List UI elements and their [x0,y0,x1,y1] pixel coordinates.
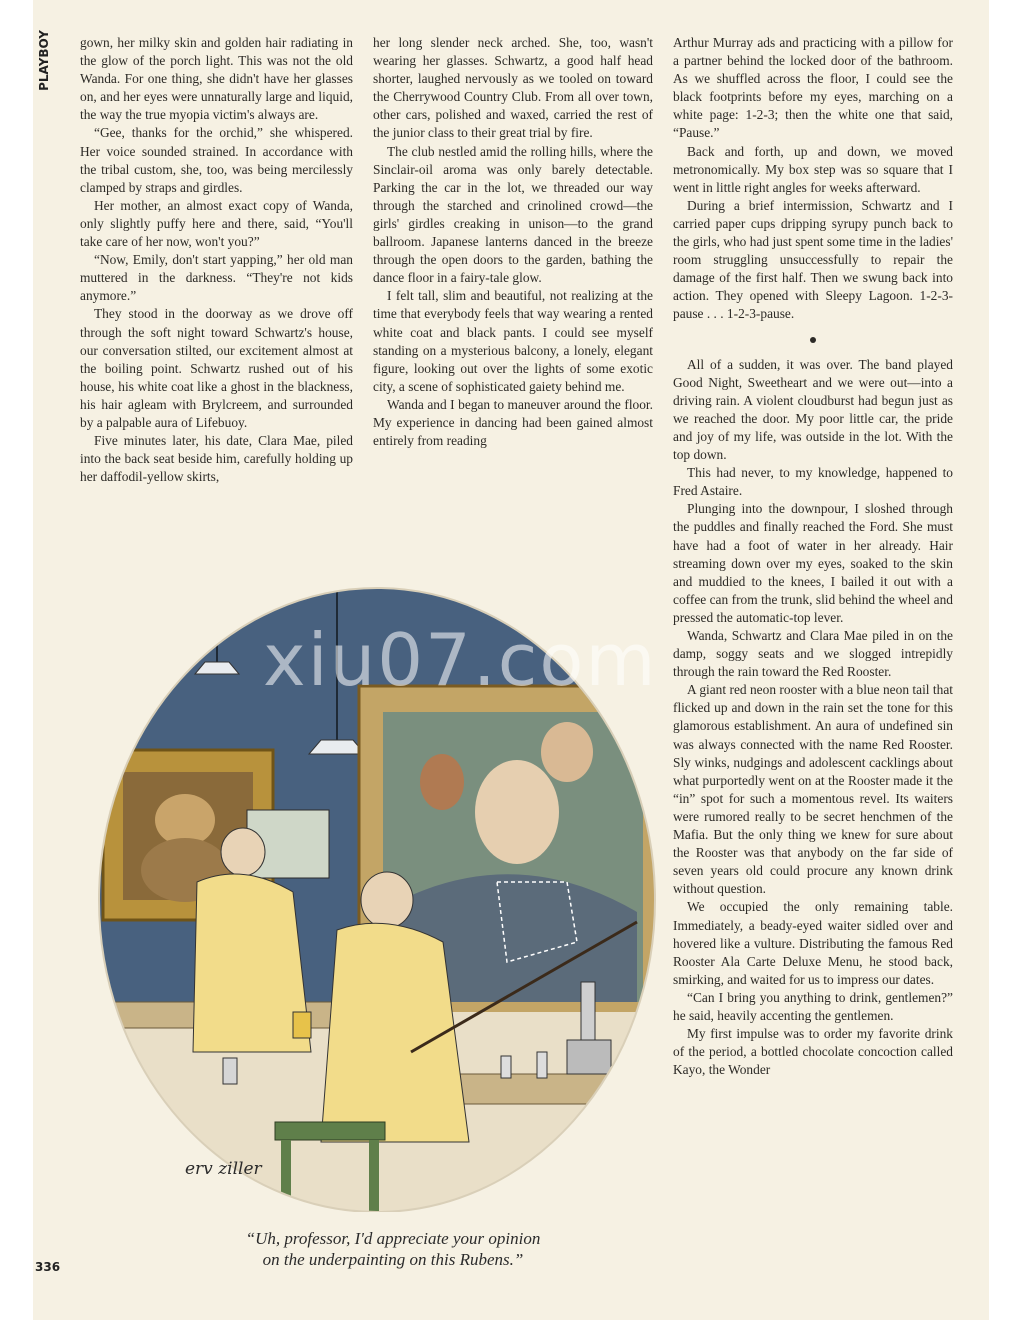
paragraph: A giant red neon rooster with a blue neon tail that flicked up and down in the rain set the tone for this glamorous establishment. An aura of undefined sin was always connected with the name Red Rooster. Sly winks, nudgings and adolescent cacklings about what purportedly went on at the Rooster made it the “in” spot for such a momentous revel. Its waiters were rumored really to be secret henchmen of the Mafia. But the only thing we knew for sure about the Rooster was that anybody on the far side of seven years old could procure any known drink without question. [673,682,953,897]
paragraph: Wanda, Schwartz and Clara Mae piled in on the damp, soggy seats and we slogged intrepidly through the rain toward the Red Rooster. [673,628,953,680]
paragraph: All of a sudden, it was over. The band played Good Night, Sweetheart and we were out—into a driving rain. A violent cloudburst had begun just as we reached the door. My poor little car, the pride and joy of my life, was outside in the lot. With the top down. [673,356,953,463]
paragraph: During a brief intermission, Schwartz and I carried paper cups dripping syrupy punch back to the girls, who had just spent some time in the ladies' room struggling unsuccessfully to repair the damage of the first half. Then we swung back into action. They opened with Sleepy Lagoon. 1-2-3-pause . . . 1-2-3-pause. [673,197,953,322]
paragraph: gown, her milky skin and golden hair radiating in the glow of the porch light. This was not the old Wanda. For one thing, she didn't have her glasses on, and her eyes were unnaturally large and liquid, the way the true myopia victim's always are. [80,35,353,123]
cartoon-illustration [97,582,657,1212]
text-column-1 [80,34,353,486]
paragraph: her long slender neck arched. She, too, wasn't wearing her glasses. Schwartz, a good half head shorter, laughed nervously as we tooled on toward the Cherrywood Country Club. From all over town, other cars, polished and waxed, carried the rest of the junior class to their great trial by fire. [373,35,653,141]
page-number: 336 [35,1260,61,1274]
paragraph: Wanda and I began to maneuver around the floor. My experience in dancing had been gained almost entirely from reading [373,396,653,449]
section-break-dot [673,332,953,350]
paragraph: Her mother, an almost exact copy of Wanda, only slightly puffy here and there, said, “You'll take care of her now, won't you?” [80,197,353,250]
cartoon-caption [133,1228,653,1270]
caption-line: on the underpainting on this Rubens.” [262,1250,524,1269]
paragraph: Plunging into the downpour, I sloshed through the puddles and finally reached the Ford. She must have had a foot of water in her already. Hair streaming down over my eyes, soaked to the skin and muddied to the knees, I bailed it out with a coffee can from the trunk, slid behind the wheel and pressed the automatic-top lever. [673,501,953,625]
paragraph: Back and forth, up and down, we moved metronomically. My box step was so square that I went in little right angles for weeks afterward. [673,143,953,195]
artist-signature: erv ziller [185,1159,262,1179]
paragraph: The club nestled amid the rolling hills, where the Sinclair-oil aroma was only barely detectable. Parking the car in the lot, we threaded our way through the starched and crinolined crowd—the girls' girdles creaking in unison—to the grand ballroom. Japanese lanterns danced in the breeze through the open doors to the garden, bathing the dance floor in a fairy-tale glow. [373,143,653,286]
paragraph: “Gee, thanks for the orchid,” she whispered. Her voice sounded strained. In accordance with the tribal custom, she, too, was being mercilessly clamped by straps and girdles. [80,125,353,195]
paragraph: My first impulse was to order my favorite drink of the period, a bottled chocolate concoction called Kayo, the Wonder [673,1026,953,1078]
paragraph: “Can I bring you anything to drink, gentlemen?” he said, heavily accenting the gentlemen. [673,989,953,1023]
paragraph: They stood in the doorway as we drove off through the soft night toward Schwartz's house, our conversation stilted, our excitement almost at the boiling point. Schwartz rushed out of his house, his white coat like a ghost in the blackness, his hair agleam with Brylcreem, and surrounded by a palpable aura of Lifebuoy. [80,306,353,430]
paragraph: We occupied the only remaining table. Immediately, a beady-eyed waiter sidled over and hovered like a vulture. Distributing the famous Red Rooster Ala Carte Deluxe Menu, he stood back, smirking, and waited for us to impress our dates. [673,899,953,987]
paragraph: I felt tall, slim and beautiful, not realizing at the time that everybody feels that way wearing a rented white coat and black pants. I could see myself standing on a mysterious balcony, a lonely, elegant figure, looking out over the lights of some exotic city, a scene of sophisticated gaiety behind me. [373,288,653,394]
paragraph: Five minutes later, his date, Clara Mae, piled into the back seat beside him, carefully holding up her daffodil-yellow skirts, [80,433,353,485]
paragraph: Arthur Murray ads and practicing with a pillow for a partner behind the locked door of the bathroom. As we shuffled across the floor, I could see the black footprints before my eyes, marching on a white page: 1-2-3; then the white one that said, “Pause.” [673,35,953,141]
paragraph: This had never, to my knowledge, happened to Fred Astaire. [673,465,953,499]
caption-line: “Uh, professor, I'd appreciate your opinion [245,1229,541,1248]
text-column-3 [673,34,953,1079]
text-column-2 [373,34,653,450]
running-head: PLAYBOY [37,30,51,91]
magazine-page [33,0,989,1320]
watermark: xiu07.com [263,618,658,702]
paragraph: “Now, Emily, don't start yapping,” her old man muttered in the darkness. “They're not kids anymore.” [80,252,353,304]
